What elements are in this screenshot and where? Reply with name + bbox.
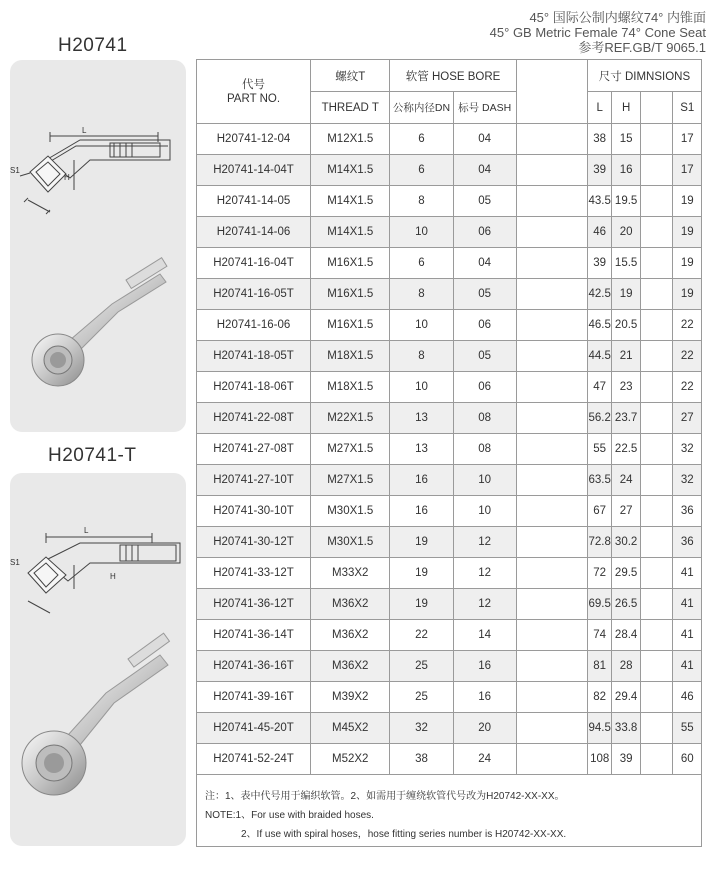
header-line-ref: 参考REF.GB/T 9065.1 <box>578 40 706 55</box>
table-row <box>197 713 702 744</box>
cell-thread: M36X2 <box>311 651 390 682</box>
cell-blank2 <box>640 620 673 651</box>
cell-l: 108 <box>587 744 611 775</box>
cell-part-no: H20741-36-16T <box>197 651 311 682</box>
dimension-label-s1: S1 <box>10 166 20 175</box>
cell-blank <box>516 589 587 620</box>
cell-dash: 08 <box>453 403 516 434</box>
dimension-label-l: L <box>82 126 87 135</box>
cell-blank2 <box>640 155 673 186</box>
cell-dash: 12 <box>453 558 516 589</box>
cell-h: 26.5 <box>612 589 641 620</box>
cell-thread: M36X2 <box>311 620 390 651</box>
cell-blank2 <box>640 713 673 744</box>
cell-s1: 55 <box>673 713 702 744</box>
header-l: L <box>587 92 611 124</box>
cell-part-no: H20741-14-06 <box>197 217 311 248</box>
cell-s1: 41 <box>673 589 702 620</box>
table-row <box>197 744 702 775</box>
cell-blank2 <box>640 248 673 279</box>
cell-thread: M18X1.5 <box>311 341 390 372</box>
cell-h: 33.8 <box>612 713 641 744</box>
cell-thread: M33X2 <box>311 558 390 589</box>
cell-part-no: H20741-16-04T <box>197 248 311 279</box>
cell-s1: 27 <box>673 403 702 434</box>
cell-dash: 04 <box>453 248 516 279</box>
cell-part-no: H20741-12-04 <box>197 124 311 155</box>
cell-dn: 10 <box>390 217 453 248</box>
table-row <box>197 434 702 465</box>
dimension-label-h-t: H <box>110 572 116 581</box>
cell-thread: M14X1.5 <box>311 186 390 217</box>
cell-dn: 6 <box>390 124 453 155</box>
cell-dn: 22 <box>390 620 453 651</box>
cell-l: 72.8 <box>587 527 611 558</box>
table-row <box>197 682 702 713</box>
cell-blank2 <box>640 186 673 217</box>
cell-l: 69.5 <box>587 589 611 620</box>
cell-h: 39 <box>612 744 641 775</box>
table-row <box>197 124 702 155</box>
cell-h: 23.7 <box>612 403 641 434</box>
cell-h: 30.2 <box>612 527 641 558</box>
cell-blank2 <box>640 682 673 713</box>
cell-thread: M16X1.5 <box>311 310 390 341</box>
cell-blank2 <box>640 496 673 527</box>
cell-blank2 <box>640 651 673 682</box>
cell-dn: 6 <box>390 155 453 186</box>
cell-blank2 <box>640 372 673 403</box>
cell-blank <box>516 310 587 341</box>
cell-part-no: H20741-33-12T <box>197 558 311 589</box>
cell-blank <box>516 682 587 713</box>
cell-h: 19.5 <box>612 186 641 217</box>
cell-thread: M12X1.5 <box>311 124 390 155</box>
table-row <box>197 620 702 651</box>
cell-dn: 6 <box>390 248 453 279</box>
cell-thread: M27X1.5 <box>311 434 390 465</box>
cell-blank2 <box>640 558 673 589</box>
cell-blank <box>516 124 587 155</box>
notes-box <box>196 774 702 847</box>
cell-l: 39 <box>587 155 611 186</box>
cell-blank <box>516 713 587 744</box>
table-row <box>197 558 702 589</box>
cell-dash: 06 <box>453 217 516 248</box>
cell-blank <box>516 403 587 434</box>
cell-blank <box>516 372 587 403</box>
header-h: H <box>612 92 641 124</box>
cell-part-no: H20741-22-08T <box>197 403 311 434</box>
cell-dash: 12 <box>453 589 516 620</box>
cell-blank2 <box>640 744 673 775</box>
cell-thread: M14X1.5 <box>311 217 390 248</box>
cell-dash: 06 <box>453 310 516 341</box>
header-s1: S1 <box>673 92 702 124</box>
cell-s1: 19 <box>673 279 702 310</box>
cell-dn: 19 <box>390 527 453 558</box>
cell-part-no: H20741-14-05 <box>197 186 311 217</box>
cell-part-no: H20741-36-12T <box>197 589 311 620</box>
cell-h: 23 <box>612 372 641 403</box>
cell-l: 81 <box>587 651 611 682</box>
cell-thread: M16X1.5 <box>311 279 390 310</box>
cell-h: 19 <box>612 279 641 310</box>
cell-dn: 16 <box>390 465 453 496</box>
cell-l: 63.5 <box>587 465 611 496</box>
table-row <box>197 372 702 403</box>
cell-blank <box>516 217 587 248</box>
cell-h: 20.5 <box>612 310 641 341</box>
cell-l: 56.2 <box>587 403 611 434</box>
model-title-h20741: H20741 <box>58 35 128 56</box>
table-row <box>197 527 702 558</box>
cell-thread: M14X1.5 <box>311 155 390 186</box>
cell-thread: M18X1.5 <box>311 372 390 403</box>
cell-thread: M30X1.5 <box>311 496 390 527</box>
cell-part-no: H20741-18-06T <box>197 372 311 403</box>
cell-dash: 05 <box>453 279 516 310</box>
cell-thread: M45X2 <box>311 713 390 744</box>
cell-blank2 <box>640 217 673 248</box>
cell-s1: 32 <box>673 465 702 496</box>
cell-dn: 8 <box>390 279 453 310</box>
cell-dn: 38 <box>390 744 453 775</box>
table-row <box>197 341 702 372</box>
note-en-2: 2、If use with spiral hoses，hose fitting series number is H20742-XX-XX. <box>241 829 567 840</box>
cell-dn: 8 <box>390 186 453 217</box>
cell-dn: 32 <box>390 713 453 744</box>
cell-dash: 16 <box>453 651 516 682</box>
cell-dn: 19 <box>390 558 453 589</box>
cell-blank <box>516 744 587 775</box>
cell-l: 94.5 <box>587 713 611 744</box>
fitting-photo-t <box>10 473 186 846</box>
cell-h: 29.4 <box>612 682 641 713</box>
cell-dash: 10 <box>453 496 516 527</box>
note-en-1: NOTE:1、For use with braided hoses. <box>205 810 374 821</box>
cell-h: 15.5 <box>612 248 641 279</box>
cell-dn: 19 <box>390 589 453 620</box>
cell-blank2 <box>640 310 673 341</box>
cell-thread: M22X1.5 <box>311 403 390 434</box>
cell-s1: 32 <box>673 434 702 465</box>
cell-h: 16 <box>612 155 641 186</box>
cell-dn: 8 <box>390 341 453 372</box>
dimension-label-s1-t: S1 <box>10 558 20 567</box>
cell-part-no: H20741-27-08T <box>197 434 311 465</box>
cell-h: 28.4 <box>612 620 641 651</box>
product-panel-h20741 <box>10 60 186 432</box>
cell-thread: M27X1.5 <box>311 465 390 496</box>
cell-blank <box>516 341 587 372</box>
cell-part-no: H20741-14-04T <box>197 155 311 186</box>
cell-h: 22.5 <box>612 434 641 465</box>
table-row <box>197 496 702 527</box>
table-row <box>197 279 702 310</box>
cell-l: 38 <box>587 124 611 155</box>
cell-l: 43.5 <box>587 186 611 217</box>
cell-part-no: H20741-16-05T <box>197 279 311 310</box>
cell-s1: 19 <box>673 248 702 279</box>
cell-thread: M36X2 <box>311 589 390 620</box>
cell-blank2 <box>640 124 673 155</box>
product-panel-h20741-t <box>10 473 186 846</box>
cell-blank <box>516 186 587 217</box>
cell-blank2 <box>640 341 673 372</box>
header-dimensions: 尺寸 DIMNSIONS <box>587 60 701 92</box>
cell-s1: 36 <box>673 496 702 527</box>
header-thread-cn: 螺纹T <box>311 60 390 92</box>
table-row <box>197 248 702 279</box>
cell-l: 39 <box>587 248 611 279</box>
cell-thread: M52X2 <box>311 744 390 775</box>
table-row <box>197 155 702 186</box>
cell-l: 44.5 <box>587 341 611 372</box>
table-row <box>197 186 702 217</box>
cell-dash: 24 <box>453 744 516 775</box>
header-line-en: 45° GB Metric Female 74° Cone Seat <box>489 25 706 40</box>
cell-blank <box>516 496 587 527</box>
cell-dn: 16 <box>390 496 453 527</box>
cell-part-no: H20741-27-10T <box>197 465 311 496</box>
cell-l: 47 <box>587 372 611 403</box>
cell-s1: 19 <box>673 217 702 248</box>
cell-s1: 41 <box>673 620 702 651</box>
cell-s1: 17 <box>673 155 702 186</box>
cell-s1: 46 <box>673 682 702 713</box>
header-dim-blank <box>640 92 673 124</box>
specification-table <box>196 59 702 775</box>
cell-s1: 22 <box>673 341 702 372</box>
cell-dn: 13 <box>390 403 453 434</box>
header-thread-en: THREAD T <box>311 92 390 124</box>
cell-blank <box>516 558 587 589</box>
cell-dn: 25 <box>390 651 453 682</box>
cell-thread: M30X1.5 <box>311 527 390 558</box>
cell-blank <box>516 279 587 310</box>
cell-blank2 <box>640 465 673 496</box>
cell-part-no: H20741-18-05T <box>197 341 311 372</box>
cell-blank <box>516 651 587 682</box>
cell-dn: 10 <box>390 372 453 403</box>
table-row <box>197 589 702 620</box>
cell-thread: M16X1.5 <box>311 248 390 279</box>
dimension-label-h: H <box>64 173 70 182</box>
cell-part-no: H20741-52-24T <box>197 744 311 775</box>
table-row <box>197 465 702 496</box>
cell-blank <box>516 248 587 279</box>
cell-dash: 06 <box>453 372 516 403</box>
dimension-label-l-t: L <box>84 526 89 535</box>
note-cn: 注：1、表中代号用于编织软管。2、如需用于缠绕软管代号改为H20742-XX-XX。 <box>205 791 565 802</box>
cell-h: 21 <box>612 341 641 372</box>
table-row <box>197 310 702 341</box>
cell-dn: 10 <box>390 310 453 341</box>
cell-l: 46 <box>587 217 611 248</box>
cell-s1: 17 <box>673 124 702 155</box>
cell-h: 29.5 <box>612 558 641 589</box>
fitting-photo <box>10 60 186 432</box>
header-dn: 公称内径DN <box>390 92 453 124</box>
cell-part-no: H20741-30-10T <box>197 496 311 527</box>
cell-l: 42.5 <box>587 279 611 310</box>
cell-l: 46.5 <box>587 310 611 341</box>
cell-blank <box>516 434 587 465</box>
cell-blank <box>516 527 587 558</box>
cell-l: 55 <box>587 434 611 465</box>
cell-s1: 22 <box>673 310 702 341</box>
table-row <box>197 651 702 682</box>
header-hose-bore: 软管 HOSE BORE <box>390 60 516 92</box>
header-dash: 标号 DASH <box>453 92 516 124</box>
cell-dash: 20 <box>453 713 516 744</box>
cell-l: 72 <box>587 558 611 589</box>
header-blank <box>516 60 587 124</box>
header-line-cn: 45° 国际公制内螺纹74° 内锥面 <box>529 10 706 25</box>
cell-dash: 16 <box>453 682 516 713</box>
cell-blank <box>516 620 587 651</box>
cell-s1: 41 <box>673 558 702 589</box>
table-row <box>197 217 702 248</box>
cell-blank2 <box>640 403 673 434</box>
cell-part-no: H20741-30-12T <box>197 527 311 558</box>
cell-s1: 60 <box>673 744 702 775</box>
cell-dash: 08 <box>453 434 516 465</box>
cell-thread: M39X2 <box>311 682 390 713</box>
cell-blank <box>516 465 587 496</box>
cell-blank2 <box>640 527 673 558</box>
header-part-no: 代号 PART NO. <box>197 60 311 124</box>
page-header <box>490 10 706 55</box>
cell-blank <box>516 155 587 186</box>
cell-dash: 10 <box>453 465 516 496</box>
cell-dn: 25 <box>390 682 453 713</box>
cell-s1: 36 <box>673 527 702 558</box>
cell-dash: 04 <box>453 124 516 155</box>
cell-dash: 12 <box>453 527 516 558</box>
cell-h: 15 <box>612 124 641 155</box>
cell-dn: 13 <box>390 434 453 465</box>
cell-part-no: H20741-45-20T <box>197 713 311 744</box>
cell-dash: 14 <box>453 620 516 651</box>
cell-h: 28 <box>612 651 641 682</box>
cell-l: 74 <box>587 620 611 651</box>
cell-s1: 19 <box>673 186 702 217</box>
cell-s1: 41 <box>673 651 702 682</box>
cell-part-no: H20741-39-16T <box>197 682 311 713</box>
cell-part-no: H20741-36-14T <box>197 620 311 651</box>
cell-l: 82 <box>587 682 611 713</box>
cell-s1: 22 <box>673 372 702 403</box>
cell-blank2 <box>640 434 673 465</box>
cell-h: 27 <box>612 496 641 527</box>
cell-dash: 05 <box>453 341 516 372</box>
cell-blank2 <box>640 589 673 620</box>
cell-h: 20 <box>612 217 641 248</box>
cell-blank2 <box>640 279 673 310</box>
cell-l: 67 <box>587 496 611 527</box>
cell-h: 24 <box>612 465 641 496</box>
model-title-h20741-t: H20741-T <box>48 445 137 466</box>
cell-dash: 05 <box>453 186 516 217</box>
table-row <box>197 403 702 434</box>
cell-part-no: H20741-16-06 <box>197 310 311 341</box>
cell-dash: 04 <box>453 155 516 186</box>
